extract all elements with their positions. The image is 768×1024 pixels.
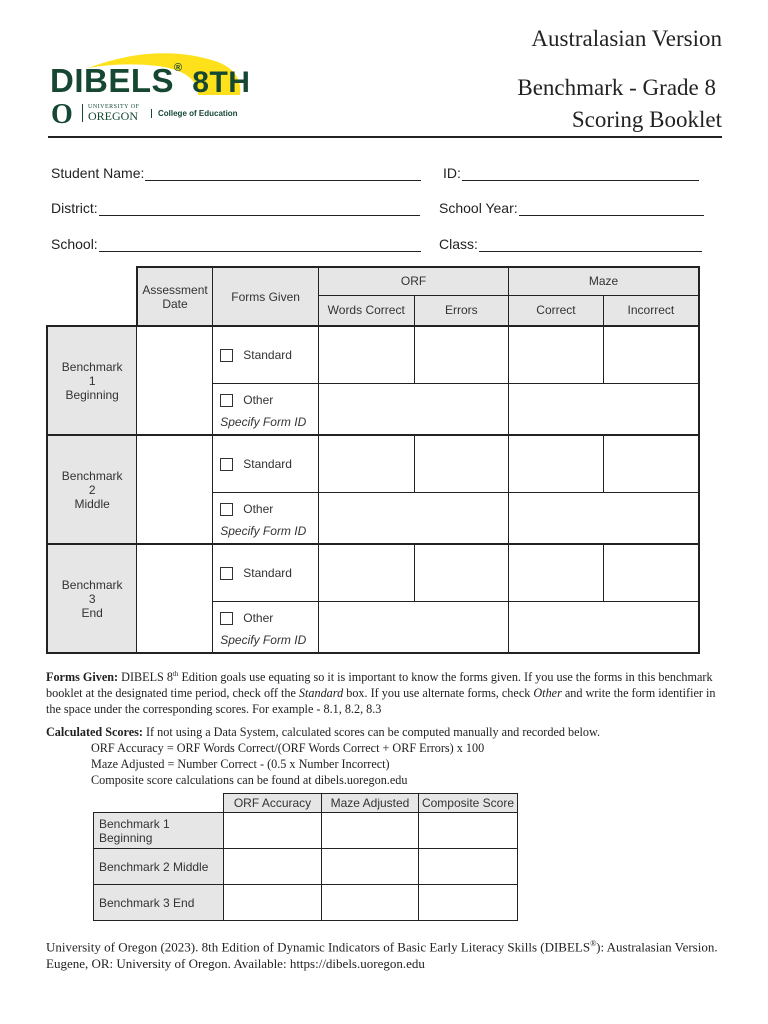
other-checkbox[interactable]: [220, 612, 233, 625]
specify-form-id-label: Specify Form ID: [220, 632, 307, 647]
benchmark-row: [47, 435, 699, 492]
benchmark-label: Benchmark 2 Middle: [47, 435, 137, 544]
class-label: Class:: [439, 236, 478, 252]
words-correct-cell[interactable]: [318, 544, 414, 601]
maze-correct-cell[interactable]: [509, 544, 604, 601]
other-option[interactable]: Other Specify Form ID: [213, 492, 319, 544]
id-label: ID:: [443, 165, 461, 181]
maze-form-id-cell[interactable]: [509, 383, 699, 435]
id-field[interactable]: [443, 165, 699, 181]
standard-checkbox[interactable]: [220, 567, 233, 580]
words-correct-cell[interactable]: [318, 326, 414, 383]
oregon-o-icon: O: [51, 99, 73, 130]
logo-wordmark: DIBELS® 8TH: [50, 62, 251, 99]
orf-accuracy-formula: ORF Accuracy = ORF Words Correct/(ORF Words Correct + ORF Errors) x 100: [91, 741, 485, 755]
errors-cell[interactable]: [414, 435, 509, 492]
other-checkbox[interactable]: [220, 503, 233, 516]
orf-form-id-cell[interactable]: [318, 383, 508, 435]
maze-correct-cell[interactable]: [509, 435, 604, 492]
incorrect-header: Incorrect: [603, 295, 699, 326]
maze-form-id-cell[interactable]: [509, 492, 699, 544]
orf-accuracy-cell[interactable]: [224, 885, 322, 921]
other-checkbox[interactable]: [220, 394, 233, 407]
composite-note: Composite score calculations can be found at dibels.uoregon.edu: [91, 773, 408, 787]
school-year-label: School Year:: [439, 200, 518, 216]
benchmark-label: Benchmark 1 Beginning: [47, 326, 137, 435]
errors-cell[interactable]: [414, 544, 509, 601]
benchmark-row: [47, 544, 699, 601]
composite-score-cell[interactable]: [419, 813, 518, 849]
composite-score-cell[interactable]: [419, 885, 518, 921]
orf-header: ORF: [318, 267, 508, 295]
maze-incorrect-cell[interactable]: [603, 435, 699, 492]
correct-header: Correct: [509, 295, 604, 326]
row-label: Benchmark 2 Middle: [94, 849, 224, 885]
table-row: [94, 813, 518, 849]
district-label: District:: [51, 200, 98, 216]
forms-given-note: Forms Given: DIBELS 8th Edition goals use equating so it is important to know the forms given. If you use the forms in this benchmark booklet at the designated time period, check off the Standard box. If you use alternate forms, check Other and write the form identifier in the space under the corresponding scores. For example - 8.1, 8.2, 8.3: [46, 670, 716, 717]
class-field[interactable]: [439, 236, 702, 252]
school-label: School:: [51, 236, 98, 252]
assessment-date-cell[interactable]: [137, 326, 213, 435]
orf-accuracy-cell[interactable]: [224, 813, 322, 849]
maze-header: Maze: [509, 267, 699, 295]
standard-checkbox[interactable]: [220, 349, 233, 362]
orf-accuracy-cell[interactable]: [224, 849, 322, 885]
maze-incorrect-cell[interactable]: [603, 544, 699, 601]
orf-form-id-cell[interactable]: [318, 601, 508, 653]
assessment-date-header: Assessment Date: [137, 267, 213, 326]
table-row: [94, 849, 518, 885]
specify-form-id-label: Specify Form ID: [220, 414, 307, 429]
maze-adjusted-cell[interactable]: [322, 813, 419, 849]
maze-adjusted-header: Maze Adjusted: [322, 794, 419, 813]
standard-checkbox[interactable]: [220, 458, 233, 471]
row-label: Benchmark 3 End: [94, 885, 224, 921]
row-label: Benchmark 1 Beginning: [94, 813, 224, 849]
maze-incorrect-cell[interactable]: [603, 326, 699, 383]
header-rule: [48, 136, 722, 138]
maze-adjusted-cell[interactable]: [322, 885, 419, 921]
assessment-date-cell[interactable]: [137, 544, 213, 653]
version-label: Australasian Version: [531, 26, 722, 51]
benchmark-label: Benchmark 3 End: [47, 544, 137, 653]
maze-form-id-cell[interactable]: [509, 601, 699, 653]
school-field[interactable]: [51, 236, 421, 252]
errors-cell[interactable]: [414, 326, 509, 383]
school-year-field[interactable]: [439, 200, 704, 216]
forms-given-header: Forms Given: [213, 267, 319, 326]
university-name: UNIVERSITY OF OREGON: [82, 104, 139, 122]
district-field[interactable]: [51, 200, 420, 216]
specify-form-id-label: Specify Form ID: [220, 523, 307, 538]
composite-score-cell[interactable]: [419, 849, 518, 885]
student-name-label: Student Name:: [51, 165, 145, 181]
words-correct-header: Words Correct: [318, 295, 414, 326]
orf-accuracy-header: ORF Accuracy: [224, 794, 322, 813]
dibels-logo: [48, 50, 268, 130]
maze-correct-cell[interactable]: [509, 326, 604, 383]
table-row: [94, 885, 518, 921]
orf-form-id-cell[interactable]: [318, 492, 508, 544]
errors-header: Errors: [414, 295, 509, 326]
college-name: College of Education: [151, 109, 238, 118]
standard-option[interactable]: Standard: [213, 544, 319, 601]
assessment-date-cell[interactable]: [137, 435, 213, 544]
citation: University of Oregon (2023). 8th Edition of Dynamic Indicators of Basic Early Literacy Skills (DIBELS®): Australasian Version. Eugene, OR: University of Oregon. Available: https://dibels.uoregon.edu: [46, 939, 718, 972]
maze-adjusted-formula: Maze Adjusted = Number Correct - (0.5 x Number Incorrect): [91, 757, 390, 771]
booklet-title: Scoring Booklet: [571, 107, 722, 132]
maze-adjusted-cell[interactable]: [322, 849, 419, 885]
standard-option[interactable]: Standard: [213, 435, 319, 492]
student-name-field[interactable]: [51, 165, 421, 181]
composite-score-header: Composite Score: [419, 794, 518, 813]
other-option[interactable]: Other Specify Form ID: [213, 601, 319, 653]
calculated-scores-table: [93, 793, 518, 921]
benchmark-row: [47, 326, 699, 383]
standard-option[interactable]: Standard: [213, 326, 319, 383]
benchmark-table: [46, 266, 700, 654]
words-correct-cell[interactable]: [318, 435, 414, 492]
calculated-scores-note: Calculated Scores: If not using a Data System, calculated scores can be computed manually and recorded below. ORF Accuracy = ORF Words Correct/(ORF Words Correct + ORF Errors) x 100 Maze Adjusted = Number Correct - (0.5 x Number Incorrect) Composite score calculations can be found at dibels.uoregon.edu: [46, 724, 726, 788]
grade-title: Benchmark - Grade 8: [517, 75, 716, 100]
other-option[interactable]: Other Specify Form ID: [213, 383, 319, 435]
